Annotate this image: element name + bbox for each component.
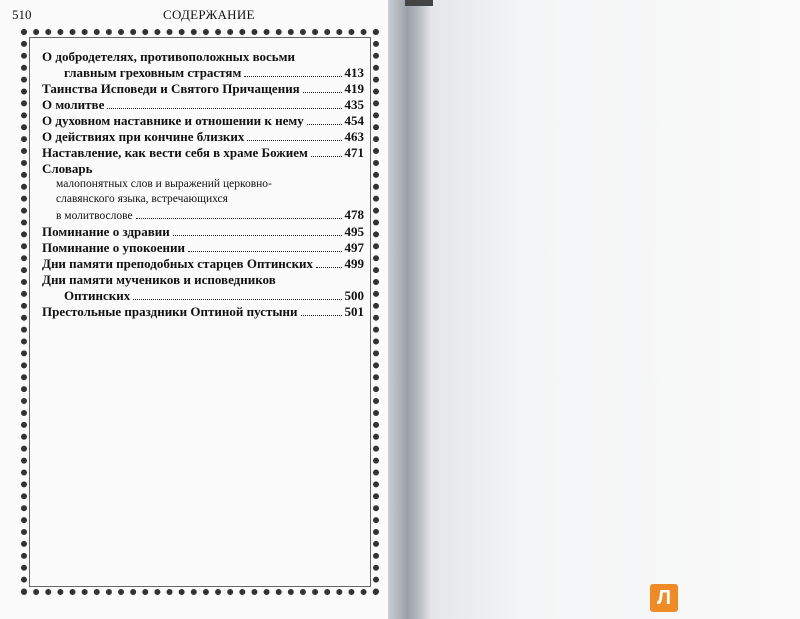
toc-entry[interactable] <box>42 161 364 224</box>
toc-page-number: 463 <box>344 129 364 144</box>
toc-entry[interactable] <box>42 49 364 81</box>
toc-entry[interactable] <box>42 304 364 320</box>
leader-dots <box>136 218 342 219</box>
toc-page-number: 501 <box>344 304 364 319</box>
toc-entry-subtitle: малопонятных слов и выражений церковно- <box>56 178 272 190</box>
toc-entry[interactable] <box>42 224 364 240</box>
toc-entry-title: Таинства Исповеди и Святого Причащения <box>42 81 300 96</box>
toc-entry[interactable] <box>42 256 364 272</box>
toc-entry[interactable] <box>42 97 364 113</box>
book-gutter <box>388 0 432 619</box>
toc-entry-title: О духовном наставнике и отношении к нему <box>42 113 304 128</box>
toc-entry-title: О действиях при кончине близких <box>42 129 245 144</box>
leader-dots <box>316 267 341 268</box>
leader-dots <box>107 108 341 109</box>
toc-entry-title: Дни памяти мучеников и исповедников <box>42 272 276 287</box>
toc-entry-title: Поминание о упокоении <box>42 240 185 255</box>
leader-dots <box>311 156 342 157</box>
toc-entry-title: Дни памяти преподобных старцев Оптинских <box>42 256 314 271</box>
leader-dots <box>247 140 341 141</box>
toc-entry-title: Престольные праздники Оптиной пустыни <box>42 304 298 319</box>
toc-entry-title: Наставление, как вести себя в храме Божием <box>42 145 308 160</box>
leader-dots <box>133 299 341 300</box>
toc-page-number: 500 <box>344 288 364 303</box>
page-number: 510 <box>12 7 32 22</box>
leader-dots <box>303 92 342 93</box>
watermark-logo-icon: Л <box>650 584 678 612</box>
toc-entry-title: О молитве <box>42 97 105 112</box>
toc-page-number: 413 <box>344 65 364 80</box>
toc-entry-title: О добродетелях, противоположных восьми <box>42 49 296 64</box>
toc-page-number: 419 <box>344 81 364 96</box>
toc-entry-subtitle: в молитвослове <box>56 210 133 222</box>
leader-dots <box>244 76 341 77</box>
toc-page-number: 495 <box>344 224 364 239</box>
toc-page-number: 435 <box>344 97 364 112</box>
leader-dots <box>173 235 342 236</box>
toc-entry-title: Поминание о здравии <box>42 224 170 239</box>
toc-entry-title: Оптинских <box>64 288 131 303</box>
toc-page-number: 471 <box>344 145 364 160</box>
toc-page-number: 497 <box>344 240 364 255</box>
toc-entry[interactable] <box>42 129 364 145</box>
toc-entry[interactable] <box>42 240 364 256</box>
toc-page-number: 478 <box>344 207 364 222</box>
toc-entry[interactable] <box>42 145 364 161</box>
leader-dots <box>188 251 342 252</box>
table-of-contents <box>42 49 364 320</box>
running-head: СОДЕРЖАНИЕ <box>163 7 255 22</box>
right-page <box>432 0 800 619</box>
leader-dots <box>307 124 342 125</box>
toc-page-number: 499 <box>344 256 364 271</box>
toc-entry-title: Словарь <box>42 161 93 176</box>
toc-page-number: 454 <box>344 113 364 128</box>
toc-entry[interactable] <box>42 272 364 304</box>
toc-entry[interactable] <box>42 81 364 97</box>
page-edge-shadow <box>405 0 433 6</box>
toc-entry-subtitle: славянского языка, встречающихся <box>56 193 228 205</box>
leader-dots <box>301 315 342 316</box>
toc-entry[interactable] <box>42 113 364 129</box>
toc-entry-title: главным греховным страстям <box>64 65 242 80</box>
